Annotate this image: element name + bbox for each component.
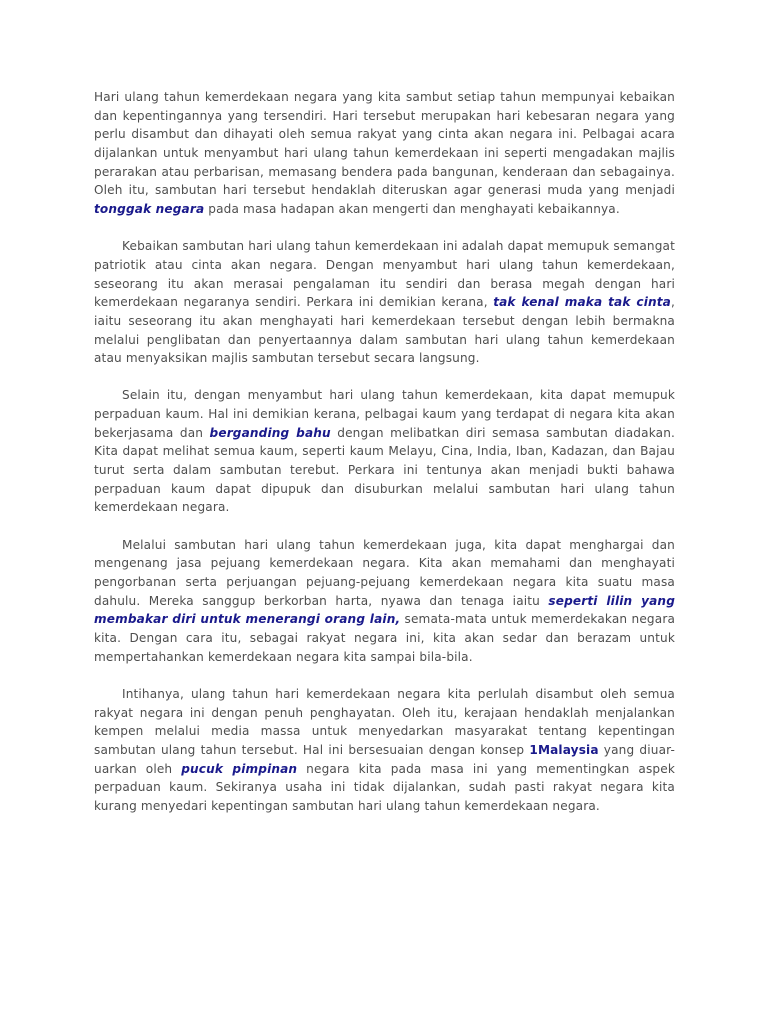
paragraph-text: Selain itu, dengan menyambut hari ulang tahun kemerdekaan, kita dapat memupuk perpaduan kaum. Hal ini demikian kerana, pelbagai kaum yang terdapat di negara kita akan bekerjasama dan (94, 388, 675, 440)
paragraph-unity (94, 386, 675, 517)
paragraph-text: dengan melibatkan diri semasa sambutan diadakan. Kita dapat melihat semua kaum, seperti kaum Melayu, Cina, India, Iban, Kadazan, dan Bajau turut serta dalam sambutan terebut. Perkara ini tentunya akan menjadi bukti bahawa perpaduan kaum dapat dipupuk dan disuburkan melalui sambutan hari ulang tahun kemerdekaan negara. (94, 425, 676, 515)
highlight-phrase: tak kenal maka tak cinta (493, 295, 671, 310)
paragraph-heroes (94, 536, 675, 667)
document-page (94, 88, 675, 834)
paragraph-text: Melalui sambutan hari ulang tahun kemerdekaan juga, kita dapat menghargai dan mengenang jasa pejuang kemerdekaan negara. Kita akan memahami dan menghayati pengorbanan serta perjuangan pejuang-pejuang kemerdekaan negara kita suatu masa dahulu. Mereka sanggup berkorban harta, nyawa dan tenaga iaitu (94, 537, 675, 608)
paragraph-patriotism (94, 237, 675, 368)
paragraph-text: semata-mata untuk memerdekakan negara kita. Dengan cara itu, sebagai rakyat negara ini, kita akan sedar dan berazam untuk mempertahankan kemerdekaan negara kita sampai bila-bila. (94, 612, 676, 664)
paragraph-text: Intihanya, ulang tahun hari kemerdekaan negara kita perlulah disambut oleh semua rakyat negara ini dengan penuh penghayatan. Oleh itu, kerajaan hendaklah menjalankan kempen melalui media massa untuk menyedarkan masyarakat tentang kepentingan sambutan ulang tahun tersebut. Hal ini bersesuaian dengan konsep (94, 686, 675, 757)
paragraph-text: , iaitu seseorang itu akan menghayati hari kemerdekaan tersebut dengan lebih bermakna melalui penglibatan dan penyertaannya dalam sambutan hari ulang tahun kemerdekaan atau menyaksikan majlis sambutan tersebut secara langsung. (94, 295, 675, 366)
highlight-phrase: 1Malaysia (529, 742, 599, 757)
paragraph-conclusion (94, 685, 675, 816)
highlight-phrase: berganding bahu (209, 425, 331, 440)
paragraph-text: yang diuar-uarkan oleh (94, 742, 675, 776)
paragraph-text: pada masa hadapan akan mengerti dan menghayati kebaikannya. (204, 201, 620, 216)
paragraph-intro (94, 88, 675, 219)
paragraph-text: Kebaikan sambutan hari ulang tahun kemerdekaan ini adalah dapat memupuk semangat patriotik atau cinta akan negara. Dengan menyambut hari ulang tahun kemerdekaan, seseorang itu akan merasai pengalaman itu sendiri dan berasa megah dengan hari kemerdekaan negaranya sendiri. Perkara ini demikian kerana, (94, 239, 675, 310)
paragraph-text: negara kita pada masa ini yang mementingkan aspek perpaduan kaum. Sekiranya usaha ini tidak dijalankan, sudah pasti rakyat negara kita kurang menyedari kepentingan sambutan hari ulang tahun kemerdekaan negara. (94, 761, 675, 813)
highlight-phrase: pucuk pimpinan (181, 761, 298, 776)
highlight-phrase: tonggak negara (94, 201, 205, 216)
paragraph-text: Hari ulang tahun kemerdekaan negara yang kita sambut setiap tahun mempunyai kebaikan dan kepentingannya yang tersendiri. Hari tersebut merupakan hari kebesaran negara yang perlu disambut dan dihayati oleh semua rakyat yang cinta akan negara ini. Pelbagai acara dijalankan untuk menyambut hari ulang tahun kemerdekaan ini seperti mengadakan majlis perarakan atau perbarisan, memasang bendera pada bangunan, kenderaan dan sebagainya. Oleh itu, sambutan hari tersebut hendaklah diteruskan agar generasi muda yang menjadi (94, 90, 675, 198)
highlight-phrase: seperti lilin yang membakar diri untuk menerangi orang lain, (94, 593, 675, 627)
